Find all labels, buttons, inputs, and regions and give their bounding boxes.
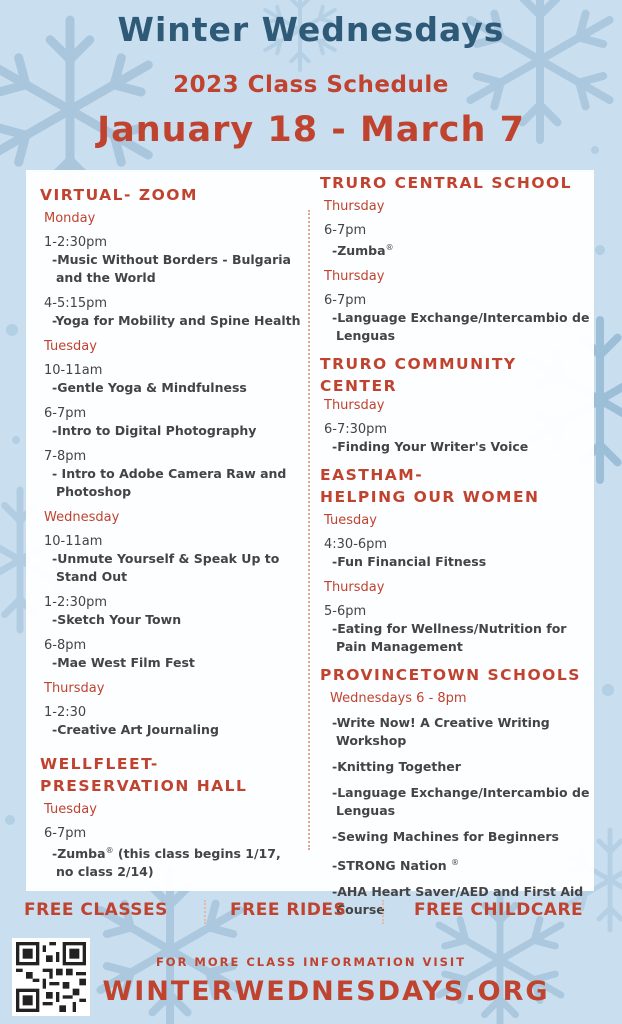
section-title-line: EASTHAM- xyxy=(320,466,424,485)
list-item xyxy=(40,234,302,287)
column-divider xyxy=(308,210,310,850)
class-time: 1-2:30pm xyxy=(44,595,108,610)
day-label-thursday: Thursday xyxy=(324,199,385,214)
class-time: 6-7pm xyxy=(324,293,367,309)
class-name: -Creative Art Journaling xyxy=(52,722,219,737)
section-title-truro-central: TRURO CENTRAL SCHOOL xyxy=(320,174,573,192)
class-name: -Yoga for Mobility and Spine Health xyxy=(52,313,301,328)
list-item xyxy=(40,448,302,501)
day-label-wednesday: Wednesday xyxy=(44,510,120,525)
section-title-line: PRESERVATION HALL xyxy=(40,777,248,795)
class-name: -Write Now! A Creative Writing Workshop xyxy=(332,715,550,749)
class-name xyxy=(40,842,302,881)
class-name: -Knitting Together xyxy=(332,759,461,775)
left-column xyxy=(40,184,302,889)
list-item xyxy=(320,714,592,750)
list-item xyxy=(320,784,592,820)
class-time: 6-7pm xyxy=(324,223,367,238)
section-title-line: WELLFLEET- xyxy=(40,755,159,773)
class-name-text: -Zumba xyxy=(332,243,386,259)
class-time: 4-5:15pm xyxy=(44,296,108,311)
section-title-line: HELPING OUR WOMEN xyxy=(320,488,540,507)
class-time: 6-7pm xyxy=(44,406,87,421)
class-name: -Eating for Wellness/Nutrition for Pain Management xyxy=(332,621,567,655)
class-name: -Fun Financial Fitness xyxy=(332,554,487,570)
class-name-text: -STRONG Nation xyxy=(332,858,447,874)
class-time: 1-2:30pm xyxy=(44,235,108,250)
list-item xyxy=(40,405,302,440)
list-item xyxy=(320,828,592,846)
class-name: -Sketch Your Town xyxy=(52,612,182,627)
list-item xyxy=(40,594,302,629)
day-label-thursday: Thursday xyxy=(324,269,385,285)
poster-title: Winter Wednesdays xyxy=(117,10,505,49)
class-name: -Finding Your Writer's Voice xyxy=(332,439,529,455)
list-item xyxy=(320,421,592,456)
footer-divider xyxy=(382,900,384,924)
class-time: 10-11am xyxy=(44,363,103,378)
list-item xyxy=(320,222,592,260)
day-label-tuesday: Tuesday xyxy=(44,802,97,817)
class-name: -Sewing Machines for Beginners xyxy=(332,829,559,845)
free-classes-label: FREE CLASSES xyxy=(24,900,168,920)
class-time: 6-7:30pm xyxy=(324,422,388,438)
day-label-tuesday: Tuesday xyxy=(324,513,377,529)
class-name: -Intro to Digital Photography xyxy=(52,423,257,438)
day-label-wednesdays: Wednesdays 6 - 8pm xyxy=(330,691,467,707)
day-label-monday: Monday xyxy=(44,211,96,226)
class-name: - Intro to Adobe Camera Raw and Photoshop xyxy=(52,466,287,499)
website-link[interactable]: WINTERWEDNESDAYS.ORG xyxy=(102,976,550,1007)
class-name: -Language Exchange/Intercambio de Lenguas xyxy=(332,785,590,819)
class-name: -Music Without Borders - Bulgaria and the World xyxy=(52,252,291,285)
day-label-thursday: Thursday xyxy=(44,681,105,696)
list-item xyxy=(40,637,302,672)
class-name xyxy=(320,239,592,260)
class-note: (this class begins 1/17, no class 2/14) xyxy=(56,846,281,880)
registered-mark: ® xyxy=(385,243,394,252)
class-name: -Unmute Yourself & Speak Up to Stand Out xyxy=(52,551,280,584)
registered-mark: ® xyxy=(451,858,460,868)
footer-divider xyxy=(204,900,206,924)
class-name-text: -Zumba xyxy=(52,846,106,862)
section-title-line: CENTER xyxy=(320,377,398,396)
class-time: 5-6pm xyxy=(324,604,367,620)
class-name xyxy=(320,854,592,875)
class-time: 10-11am xyxy=(44,534,103,549)
class-time: 1-2:30 xyxy=(44,705,87,720)
section-title-wellfleet xyxy=(40,753,302,797)
day-label-thursday: Thursday xyxy=(324,580,385,596)
section-title-eastham xyxy=(320,464,592,508)
free-rides-label: FREE RIDES xyxy=(230,900,347,920)
class-name: -Gentle Yoga & Mindfulness xyxy=(52,380,247,395)
more-info-text: FOR MORE CLASS INFORMATION VISIT xyxy=(155,955,467,969)
day-label-thursday: Thursday xyxy=(324,398,385,414)
class-time: 6-8pm xyxy=(44,638,87,653)
section-title-virtual: VIRTUAL- ZOOM xyxy=(40,186,198,204)
list-item xyxy=(320,536,592,571)
list-item xyxy=(320,758,592,776)
free-childcare-label: FREE CHILDCARE xyxy=(414,900,584,920)
list-item xyxy=(320,854,592,875)
free-services-bar xyxy=(0,900,622,926)
list-item xyxy=(320,292,592,345)
class-name: -Mae West Film Fest xyxy=(52,655,195,670)
list-item xyxy=(40,362,302,397)
date-range: January 18 - March 7 xyxy=(97,110,525,150)
registered-mark: ® xyxy=(105,846,114,855)
class-name: -AHA Heart Saver/AED and First Aid Course xyxy=(332,884,584,918)
day-label-tuesday: Tuesday xyxy=(44,339,97,354)
list-item xyxy=(320,603,592,656)
poster-subtitle: 2023 Class Schedule xyxy=(173,72,449,98)
list-item xyxy=(40,295,302,330)
section-title-line: TRURO COMMUNITY xyxy=(320,355,517,374)
class-time: 6-7pm xyxy=(44,826,87,841)
right-column xyxy=(320,170,592,927)
list-item xyxy=(40,704,302,739)
class-time: 4:30-6pm xyxy=(324,537,388,553)
class-name: -Language Exchange/Intercambio de Lenguas xyxy=(332,310,590,344)
class-time: 7-8pm xyxy=(44,449,87,464)
list-item xyxy=(40,533,302,586)
section-title-provincetown: PROVINCETOWN SCHOOLS xyxy=(320,666,581,685)
section-title-truro-community xyxy=(320,353,592,397)
list-item xyxy=(40,825,302,881)
